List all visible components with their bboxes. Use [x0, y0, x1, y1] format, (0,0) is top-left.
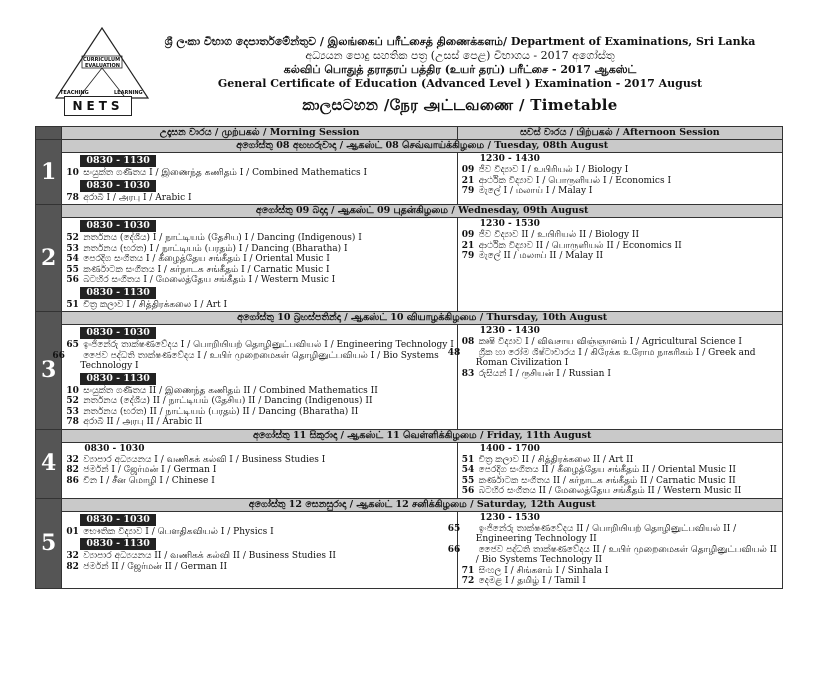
- day-header-row: [36, 429, 783, 442]
- subject-name: චීන I / சீன மொழி I / Chinese I: [83, 475, 215, 486]
- logo-evaluation-label: EVALUATION: [85, 63, 120, 69]
- subject-code: 51: [66, 299, 79, 310]
- subject-code: 48: [447, 347, 461, 358]
- subject-name: ආර්ථික විද්‍යාව I / பொருளியல் I / Economics I: [478, 175, 671, 186]
- subject-line: [66, 233, 453, 244]
- subject-code: 21: [461, 175, 475, 186]
- subject-name: ඉංජිනේරු තාක්ෂණවේදය II / பொறியியற் தொழினுட்பவியல் II / Engineering Technology II: [475, 523, 737, 544]
- morning-cell: [52, 325, 457, 430]
- day-date-header: අගෝස්තු 10 බ්‍රහස්පතින්දා / ஆகஸ்ட் 10 வியாழக்கிழமை / Thursday, 10th August: [62, 312, 783, 325]
- subject-line: [66, 465, 453, 476]
- subject-line: [462, 165, 779, 176]
- session-time: 1230 - 1430: [479, 326, 540, 336]
- afternoon-cell: [457, 153, 782, 205]
- subject-line: [66, 417, 453, 428]
- subject-line: [66, 455, 453, 466]
- subject-name: සංයුක්ත ගණිතය II / இணைந்த கணிதம் II / Combined Mathematics II: [83, 385, 378, 396]
- subject-name: නර්තනය (භරත) I / நாட்டியம் (பரதம்) I / Dancing (Bharatha) I: [83, 243, 348, 254]
- corner-cell: [36, 127, 62, 140]
- session-time-wrap: [66, 537, 453, 551]
- day-sessions-row: [36, 442, 783, 498]
- subject-line: [462, 576, 779, 587]
- subject-code: 09: [461, 230, 475, 240]
- afternoon-cell: [457, 218, 782, 312]
- subject-line: [462, 176, 779, 187]
- page-title: කාලසටහන /நேர அட்டவணை / Timetable: [302, 96, 618, 114]
- day-sessions-row: [36, 325, 783, 430]
- day-number: 3: [36, 312, 62, 430]
- session-time: 1230 - 1430: [479, 154, 540, 164]
- subject-name: සිංහල I / சிங்களம் I / Sinhala I: [478, 565, 609, 576]
- subject-code: 54: [461, 465, 475, 475]
- subject-name: නර්තනය (භරත) II / நாட்டியம் (பரதம்) II / Dancing (Bharatha) II: [83, 406, 359, 417]
- morning-session-header: උදෑසන වාරය / முற்பகல் / Morning Session: [62, 127, 457, 140]
- header-text: [140, 35, 780, 112]
- subject-line: [66, 300, 453, 311]
- day-header-row: [36, 312, 783, 325]
- timetable: [35, 126, 783, 589]
- subject-name: බටහිර සංගීතය II / மேலைத்தேய சங்கீதம் II / Western Music II: [478, 486, 742, 496]
- subject-code: 56: [66, 275, 79, 285]
- subject-name: ග්‍රීක හා රෝම ශිෂ්ටාචාරය I / கிரேக்க உரோம நாகரிகம் I / Greek and Roman Civilization I: [475, 347, 756, 368]
- afternoon-cell: [457, 442, 782, 498]
- subject-name: ජීව විද්‍යාව I / உயிரியல் I / Biology I: [478, 165, 629, 175]
- subject-name: ව්‍යාපාර අධ්‍යයනය I / வணிகக் கல்வி I / Business Studies I: [83, 454, 326, 465]
- subject-name: ඉංජිනේරු තාක්ෂණවේදය I / பொறியியற் தொழினுட்பவியல் I / Engineering Technology I: [83, 340, 454, 350]
- subject-line: [66, 386, 453, 397]
- session-time: 0830 - 1030: [80, 327, 155, 339]
- exam-line-tamil: கல்விப் பொதுத் தராதரப் பத்திர (உயர் தரப்) பரீட்சை - 2017 ஆகஸ்ட்: [283, 63, 637, 76]
- subject-name: අරාබි I / அரபு I / Arabic I: [83, 192, 192, 203]
- day-sessions-row: [36, 511, 783, 588]
- morning-cell: [62, 442, 457, 498]
- subject-line: [66, 407, 453, 418]
- subject-name: රුසියන් I / ருசியன் I / Russian I: [478, 368, 611, 379]
- day-number: 1: [36, 140, 62, 205]
- subject-code: 01: [66, 526, 79, 537]
- nets-logo: [52, 26, 152, 118]
- subject-name: කර්ණාටක සංගීතය I / கர்நாடக சங்கீதம் I / Carnatic Music I: [83, 264, 330, 275]
- day-header-row: [36, 140, 783, 153]
- day-sessions-row: [36, 153, 783, 205]
- morning-cell: [62, 153, 457, 205]
- subject-line: [462, 186, 779, 197]
- subject-code: 66: [447, 544, 461, 555]
- subject-name: බටහිර සංගීතය I / மேலைத்தேய சங்கீதம் I / Western Music I: [83, 275, 336, 285]
- subject-line: [66, 340, 453, 351]
- subject-code: 55: [66, 264, 79, 275]
- session-time-wrap: [66, 326, 453, 340]
- subject-name: චිත්‍ර කලාව I / சித்திரக்கலை I / Art I: [83, 299, 228, 310]
- subject-code: 52: [66, 396, 79, 406]
- subject-line: [462, 369, 779, 380]
- day-header-row: [36, 205, 783, 218]
- session-time: 1230 - 1530: [479, 512, 540, 523]
- subject-code: 54: [66, 254, 79, 264]
- subject-code: 78: [66, 192, 79, 203]
- subject-line: [66, 168, 453, 179]
- session-time: 0830 - 1130: [80, 373, 155, 385]
- subject-code: 09: [461, 165, 475, 175]
- subject-name: ජෛව පද්ධති තාක්ෂණවේදය I / உயிர் முறைமைகள் தொழினுட்பவியல் I / Bio Systems Technology I: [80, 350, 439, 371]
- session-time: 0830 - 1030: [84, 443, 145, 454]
- subject-code: 65: [66, 340, 79, 350]
- day-sessions-row: [36, 218, 783, 312]
- subject-name: කෘෂි විද්‍යාව I / விவசாய விஞ்ஞானம் I / Agricultural Science I: [478, 337, 742, 347]
- subject-code: 83: [461, 368, 475, 379]
- day-number: 5: [36, 498, 62, 588]
- subject-line: [66, 562, 453, 573]
- logo-teaching-label: TEACHING: [60, 90, 89, 96]
- subject-line: [66, 265, 453, 276]
- subject-name: භෞතික විද්‍යාව I / பௌதிகவியல் I / Physics I: [83, 526, 274, 537]
- day-date-header: අගෝස්තු 12 සෙනසුරාදා / ஆகஸ்ட் 12 சனிக்கிழமை / Saturday, 12th August: [62, 498, 783, 511]
- subject-code: 71: [461, 565, 475, 576]
- subject-name: මැලේ II / மலாய் II / Malay II: [478, 251, 604, 261]
- subject-name: නර්තනය (දේශීය) I / நாட்டியம் (தேசிய) I / Dancing (Indigenous) I: [83, 233, 362, 243]
- session-time-wrap: [66, 154, 453, 168]
- subject-line: [66, 275, 453, 286]
- department-line: ශ්‍රී ලංකා විභාග දෙපාර්තමේන්තුව / இலங்கைப் பரீட்சைத் திணைக்களம்/ Department of Examinations, Sri Lanka: [164, 35, 756, 48]
- session-time: 0830 - 1130: [80, 287, 155, 299]
- subject-line: [447, 523, 779, 545]
- subject-line: [462, 241, 779, 252]
- subject-name: ජර්මන් II / ஜேர்மன் II / German II: [83, 561, 228, 572]
- subject-line: [462, 455, 779, 466]
- subject-code: 86: [66, 475, 79, 486]
- subject-code: 79: [461, 251, 475, 261]
- subject-name: සංයුක්ත ගණිතය I / இணைந்த கணிதம் I / Combined Mathematics I: [83, 168, 368, 178]
- subject-line: [462, 566, 779, 577]
- session-time: 1400 - 1700: [479, 443, 540, 454]
- subject-name: ව්‍යාපාර අධ්‍යයනය II / வணிகக் கல்வி II / Business Studies II: [83, 551, 336, 561]
- subject-line: [66, 551, 453, 562]
- subject-line: [66, 527, 453, 538]
- subject-line: [66, 396, 453, 407]
- exam-line-sinhala: අධ්‍යයන පොදු සහතික පත්‍ර (උසස් පෙළ) විභාගය - 2017 අගෝස්තු: [305, 49, 615, 62]
- subject-code: 82: [66, 465, 79, 475]
- subject-line: [462, 230, 779, 241]
- subject-line: [66, 244, 453, 255]
- subject-code: 72: [461, 576, 475, 586]
- session-time-wrap: [66, 372, 453, 386]
- logo-curriculum-label: CURRICULUM: [83, 57, 121, 63]
- afternoon-cell: [447, 325, 782, 430]
- subject-code: 55: [461, 475, 475, 486]
- subject-line: [66, 476, 453, 487]
- subject-name: පෙරදිග සංගීතය I / கீழைத்தேய சங்கீதம் I / Oriental Music I: [83, 254, 330, 264]
- subject-code: 52: [66, 233, 79, 243]
- subject-line: [66, 254, 453, 265]
- subject-code: 08: [461, 337, 475, 347]
- session-time: 0830 - 1030: [80, 514, 155, 526]
- subject-code: 66: [52, 350, 65, 361]
- subject-line: [462, 337, 779, 348]
- session-time-wrap: [66, 219, 453, 233]
- session-time: 0830 - 1130: [80, 155, 155, 167]
- subject-line: [462, 465, 779, 476]
- logo-nets-text: NETS: [64, 96, 132, 116]
- subject-name: ජෛව පද්ධති තාක්ෂණවේදය II / உயிர் முறைமைகள் தொழினுட்பவியல் II / Bio Systems Technology II: [475, 544, 777, 565]
- afternoon-cell: [447, 511, 782, 588]
- subject-code: 32: [66, 551, 79, 561]
- day-header-row: [36, 498, 783, 511]
- subject-name: පෙරදිග සංගීතය II / கீழைத்தேய சங்கீதம் II / Oriental Music II: [478, 465, 736, 475]
- morning-cell: [62, 218, 457, 312]
- day-number: 4: [36, 429, 62, 498]
- subject-code: 53: [66, 243, 79, 254]
- day-date-header: අගෝස්තු 08 අඟහරුවාදා / ஆகஸ்ட் 08 செவ்வாய்க்கிழமை / Tuesday, 08th August: [62, 140, 783, 153]
- subject-name: ජීව විද්‍යාව II / உயிரியல் II / Biology II: [478, 230, 640, 240]
- subject-line: [447, 347, 779, 369]
- subject-name: මැලේ I / மலாய் I / Malay I: [478, 186, 593, 196]
- page-header: [0, 0, 813, 125]
- session-time: 0830 - 1130: [80, 538, 155, 550]
- subject-name: ආර්ථික විද්‍යාව II / பொருளியல் II / Economics II: [478, 240, 682, 251]
- subject-line: [462, 476, 779, 487]
- session-header-row: [36, 127, 783, 140]
- subject-line: [66, 193, 453, 204]
- exam-line-english: General Certificate of Education (Advanced Level ) Examination - 2017 August: [217, 77, 703, 90]
- subject-code: 56: [461, 486, 475, 496]
- subject-code: 82: [66, 561, 79, 572]
- day-number: 2: [36, 205, 62, 312]
- subject-name: අරාබි II / அரபு II / Arabic II: [83, 417, 203, 427]
- session-time: 1230 - 1530: [479, 219, 540, 229]
- subject-name: චිත්‍ර කලාව II / சித்திரக்கலை II / Art II: [478, 454, 634, 465]
- subject-code: 78: [66, 417, 79, 427]
- subject-name: නර්තනය (දේශීය) II / நாட்டியம் (தேசிய) II / Dancing (Indigenous) II: [83, 396, 373, 406]
- subject-code: 51: [461, 454, 475, 465]
- subject-line: [462, 251, 779, 262]
- subject-code: 10: [66, 385, 79, 396]
- subject-line: [447, 544, 779, 566]
- session-time: 0830 - 1030: [80, 220, 155, 232]
- logo-learning-label: LEARNING: [114, 90, 143, 96]
- subject-name: දෙමළ I / தமிழ் I / Tamil I: [478, 576, 586, 586]
- subject-code: 10: [66, 168, 79, 178]
- subject-code: 53: [66, 406, 79, 417]
- subject-line: [52, 350, 453, 372]
- subject-line: [462, 486, 779, 497]
- subject-name: කර්ණාටක සංගීතය II / கர்நாடக சங்கீதம் II / Carnatic Music II: [478, 475, 736, 486]
- session-time-wrap: [66, 179, 453, 193]
- afternoon-session-header: සවස් වාරය / பிற்பகல் / Afternoon Session: [457, 127, 782, 140]
- session-time-wrap: [66, 286, 453, 300]
- subject-code: 65: [447, 523, 461, 534]
- session-time: 0830 - 1030: [80, 180, 155, 192]
- morning-cell: [62, 511, 457, 588]
- subject-name: ජර්මන් I / ஜேர்மன் I / German I: [83, 465, 217, 475]
- subject-code: 79: [461, 186, 475, 196]
- day-date-header: අගෝස්තු 11 සිකුරාදා / ஆகஸ்ட் 11 வெள்ளிக்கிழமை / Friday, 11th August: [62, 429, 783, 442]
- session-time-wrap: [66, 513, 453, 527]
- subject-code: 21: [461, 240, 475, 251]
- subject-code: 32: [66, 454, 79, 465]
- day-date-header: අගෝස්තු 09 බදාදා / ஆகஸ்ட் 09 புதன்கிழமை / Wednesday, 09th August: [62, 205, 783, 218]
